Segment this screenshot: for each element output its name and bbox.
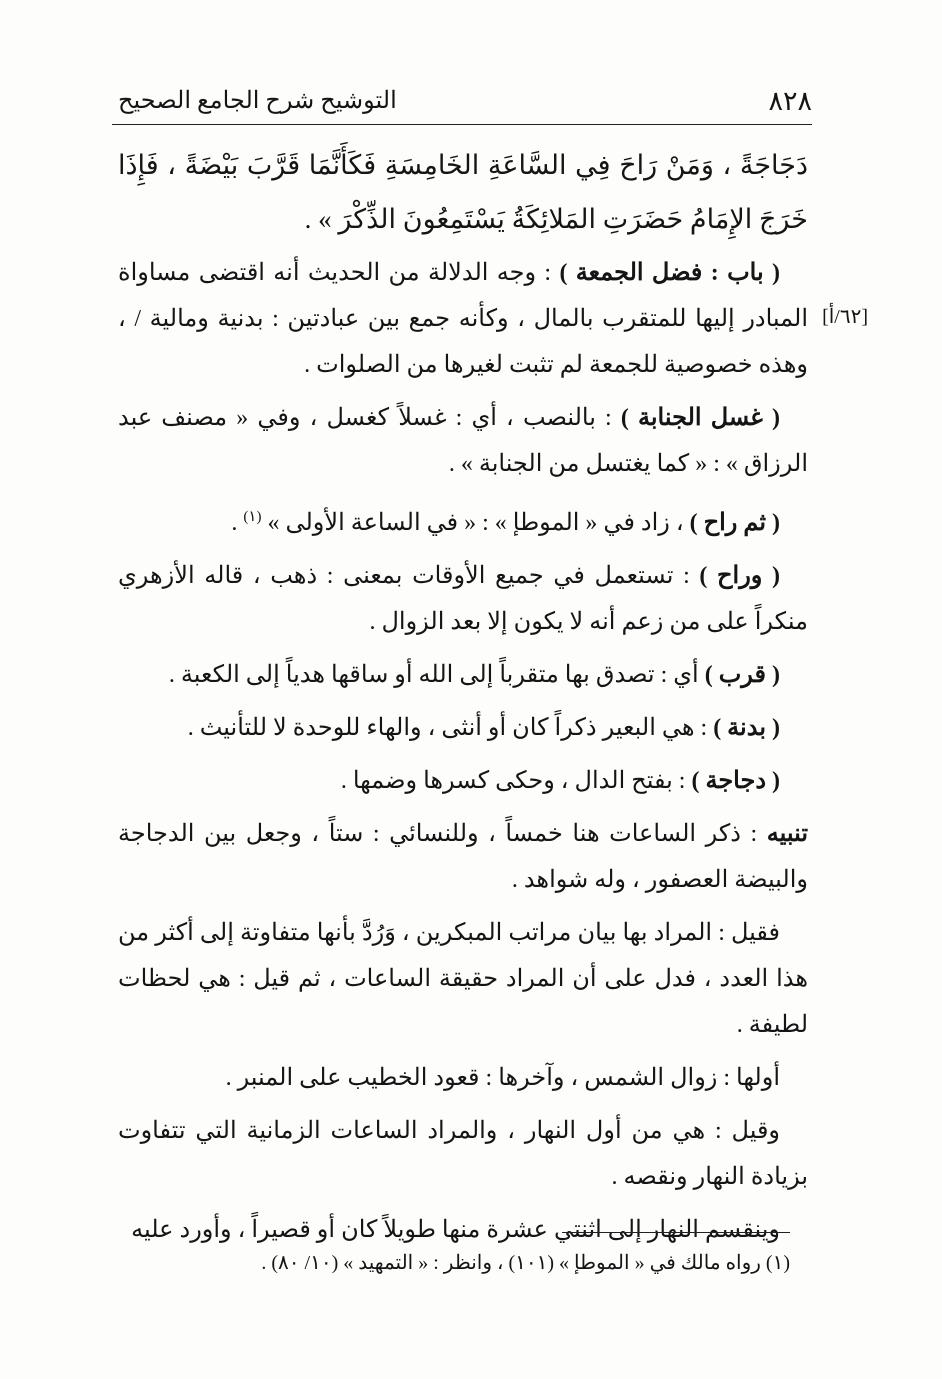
running-header	[112, 74, 812, 125]
note-heading: تنبيه	[766, 821, 808, 847]
hadith-line-1: دَجَاجَةً ، وَمَنْ رَاحَ فِي السَّاعَةِ الخَامِسَةِ فَكَأَنَّمَا قَرَّبَ بَيْضَةً ، فَإِذَا	[118, 150, 808, 180]
term-heading: ( غسل الجنابة )	[620, 405, 781, 431]
footnote-divider	[562, 1232, 790, 1233]
paragraph-thumma-raha	[118, 494, 808, 546]
term-heading: ( ثم راح )	[689, 510, 780, 536]
folio-slash: /	[134, 306, 142, 332]
paragraph-tanbih	[118, 811, 808, 903]
chapter-heading: ( باب : فضل الجمعة )	[559, 260, 781, 286]
paragraph-text: أي : تصدق بها متقرباً إلى الله أو ساقها هدياً إلى الكعبة .	[168, 662, 705, 688]
hadith-line-2: خَرَجَ الإِمَامُ حَضَرَتِ المَلائِكَةُ يَسْتَمِعُونَ الذِّكْرَ » .	[304, 204, 808, 234]
paragraph-badana	[118, 705, 808, 751]
paragraph-raha	[118, 553, 808, 645]
paragraph-awwaluha: أولها : زوال الشمس ، وآخرها : قعود الخطيب على المنبر .	[225, 1065, 780, 1091]
paragraph-text: : بفتح الدال ، وحكى كسرها وضمها .	[340, 768, 692, 794]
paragraph-yanqasim: وينقسم النهار إلى اثنتي عشرة منها طويلاً كان أو قصيراً ، وأورد عليه	[131, 1217, 780, 1243]
book-title: التوشيح شرح الجامع الصحيح	[118, 88, 397, 114]
paragraph-text: ، وهذه خصوصية للجمعة لم تثبت لغيرها من الصلوات .	[118, 306, 808, 378]
footnote-reference[interactable]: (١)	[243, 509, 262, 525]
page-number: ٨٢٨	[768, 86, 812, 116]
paragraph-qarraba	[118, 652, 808, 698]
paragraph-wa-qila: وقيل : هي من أول النهار ، والمراد الساعات الزمانية التي تتفاوت بزيادة النهار ونقصه .	[118, 1118, 808, 1190]
paragraph-chapter-virtue	[118, 250, 808, 388]
manuscript-folio-marker: [٦٢/أ]	[822, 306, 868, 328]
term-heading: ( دجاجة )	[691, 768, 780, 794]
main-text	[118, 138, 808, 1260]
term-heading: ( قرب )	[704, 662, 780, 688]
term-heading: ( وراح )	[699, 563, 781, 589]
paragraph-text: : ذكر الساعات هنا خمساً ، وللنسائي : ستاً ، وجعل بين الدجاجة والبيضة العصفور ، وله شواهد .	[118, 821, 808, 893]
paragraph-text: ، زاد في « الموطإ » : « في الساعة الأولى »	[261, 510, 690, 536]
paragraph-text: : تستعمل في جميع الأوقات بمعنى : ذهب ، قاله الأزهري منكراً على من زعم أنه لا يكون إلا بعد الزوال .	[118, 563, 808, 635]
paragraph-text: : بالنصب ، أي : غسلاً كغسل ، وفي « مصنف عبد الرزاق » : « كما يغتسل من الجنابة » .	[118, 405, 808, 477]
paragraph-text: : وجه الدلالة من الحديث أنه اقتضى مساواة المبادر إليها للمتقرب بالمال ، وكأنه جمع بين عبادتين : بدنية ومالية	[118, 260, 809, 332]
paragraph-dajaja	[118, 758, 808, 804]
hadith-text	[118, 138, 808, 246]
footnote: (١) رواه مالك في « الموطإ » (١٠١) ، وانظر : « التمهيد » (١٠/ ٨٠) .	[261, 1252, 790, 1274]
paragraph-text: : هي البعير ذكراً كان أو أنثى ، والهاء للوحدة لا للتأنيث .	[187, 715, 714, 741]
paragraph-qila: فقيل : المراد بها بيان مراتب المبكرين ، وَرُدَّ بأنها متفاوتة إلى أكثر من هذا العدد ، فدل على أن المراد حقيقة الساعات ، ثم قيل : هي لحظات لطيفة .	[118, 920, 808, 1038]
term-heading: ( بدنة )	[713, 715, 780, 741]
paragraph-ghusl	[118, 395, 808, 487]
paragraph-text: .	[231, 510, 244, 536]
